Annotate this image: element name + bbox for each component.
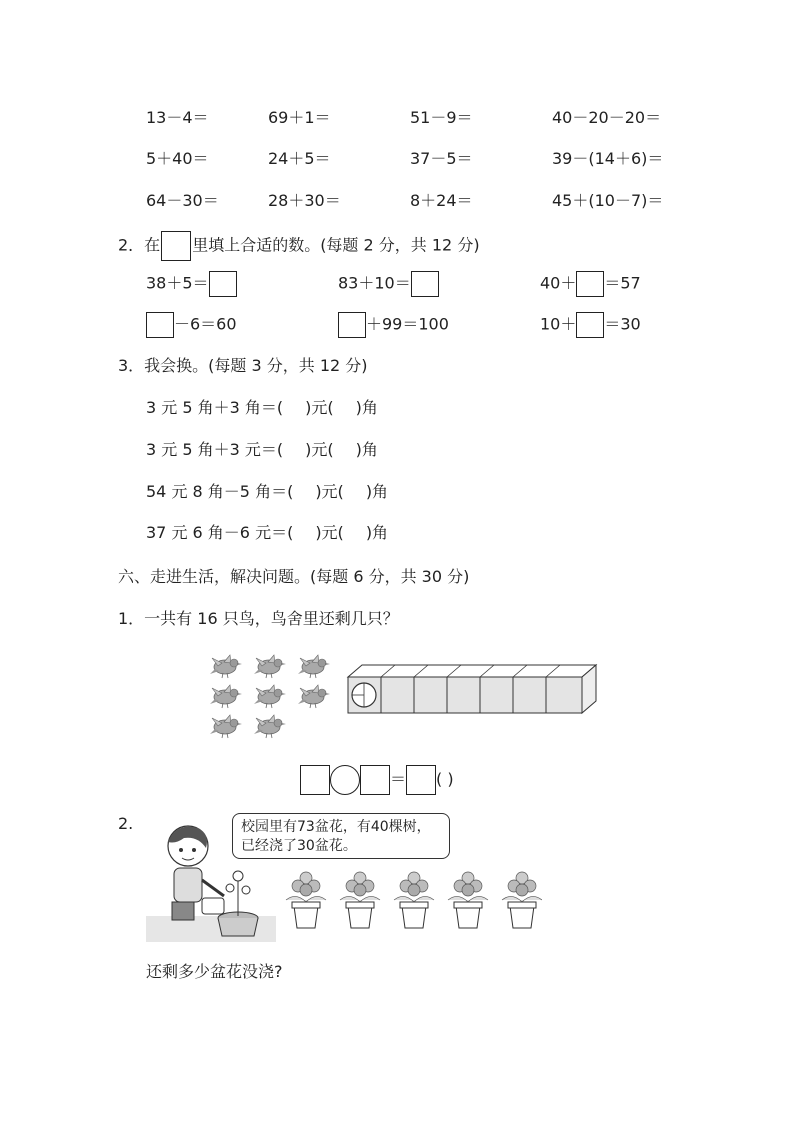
q2-item: 10＋ ＝30 — [540, 312, 641, 338]
unit-paren: ( ) — [436, 769, 454, 789]
calc-item: 40－20－20＝ — [552, 108, 662, 127]
calc-item: 13－4＝ — [146, 108, 209, 127]
calc-item: 5＋40＝ — [146, 149, 209, 168]
operator-circle[interactable] — [330, 765, 360, 795]
q3-item: 54 元 8 角－5 角＝( )元( )角 — [146, 482, 389, 501]
bird-icon — [210, 685, 242, 708]
answer-box[interactable] — [338, 312, 366, 338]
calc-item: 69＋1＝ — [268, 108, 331, 127]
calc-item: 45＋(10－7)＝ — [552, 191, 664, 210]
q3-title: 3．我会换。(每题 3 分，共 12 分) — [118, 356, 368, 375]
answer-box[interactable] — [300, 765, 330, 795]
bird-icon — [254, 715, 286, 738]
q2-title-post: 里填上合适的数。(每题 2 分，共 12 分) — [192, 235, 480, 255]
flower-pot-icon — [448, 872, 488, 928]
flower-pot-icon — [286, 872, 326, 928]
answer-box[interactable] — [209, 271, 237, 297]
problem2-question: 还剩多少盆花没浇? — [146, 962, 283, 981]
bird-icon — [210, 655, 242, 678]
bird-icon — [254, 685, 286, 708]
calc-item: 39－(14＋6)＝ — [552, 149, 664, 168]
q2-item: －6＝60 — [146, 312, 237, 338]
answer-box[interactable] — [146, 312, 174, 338]
bird-icon — [298, 655, 330, 678]
q2-item: 83＋10＝ — [338, 271, 439, 297]
answer-box[interactable] — [360, 765, 390, 795]
problem2-number: 2. — [118, 814, 134, 833]
answer-box[interactable] — [411, 271, 439, 297]
q3-item: 3 元 5 角＋3 元＝( )元( )角 — [146, 440, 378, 459]
q2-item: 40＋ ＝57 — [540, 271, 641, 297]
calc-item: 51－9＝ — [410, 108, 473, 127]
birdhouse-illustration — [346, 663, 600, 717]
answer-box[interactable] — [576, 312, 604, 338]
section6-title: 六、走进生活，解决问题。(每题 6 分，共 30 分) — [118, 567, 470, 586]
q2-title-pre: 2．在 — [118, 235, 161, 255]
bird-icon — [298, 685, 330, 708]
answer-box[interactable] — [576, 271, 604, 297]
birds-illustration — [208, 650, 348, 750]
flower-pot-icon — [394, 872, 434, 928]
q2-title — [118, 231, 480, 261]
flower-pot-icon — [502, 872, 542, 928]
equation-row: ＝ ( ) — [300, 765, 454, 795]
flower-pots — [282, 864, 542, 934]
bird-icon — [210, 715, 242, 738]
calc-item: 8＋24＝ — [410, 191, 473, 210]
problem1-text: 1．一共有 16 只鸟，鸟舍里还剩几只？ — [118, 609, 399, 628]
q3-item: 37 元 6 角－6 元＝( )元( )角 — [146, 523, 389, 542]
calc-item: 64－30＝ — [146, 191, 219, 210]
q2-item: ＋99＝100 — [338, 312, 449, 338]
q3-item: 3 元 5 角＋3 角＝( )元( )角 — [146, 398, 378, 417]
flower-pot-icon — [340, 872, 380, 928]
answer-box[interactable] — [161, 231, 191, 261]
q2-item: 38＋5＝ — [146, 271, 237, 297]
bird-icon — [254, 655, 286, 678]
speech-bubble: 校园里有73盆花，有40棵树， 已经浇了30盆花。 — [232, 813, 450, 859]
calc-item: 37－5＝ — [410, 149, 473, 168]
answer-box[interactable] — [406, 765, 436, 795]
calc-item: 24＋5＝ — [268, 149, 331, 168]
calc-item: 28＋30＝ — [268, 191, 341, 210]
